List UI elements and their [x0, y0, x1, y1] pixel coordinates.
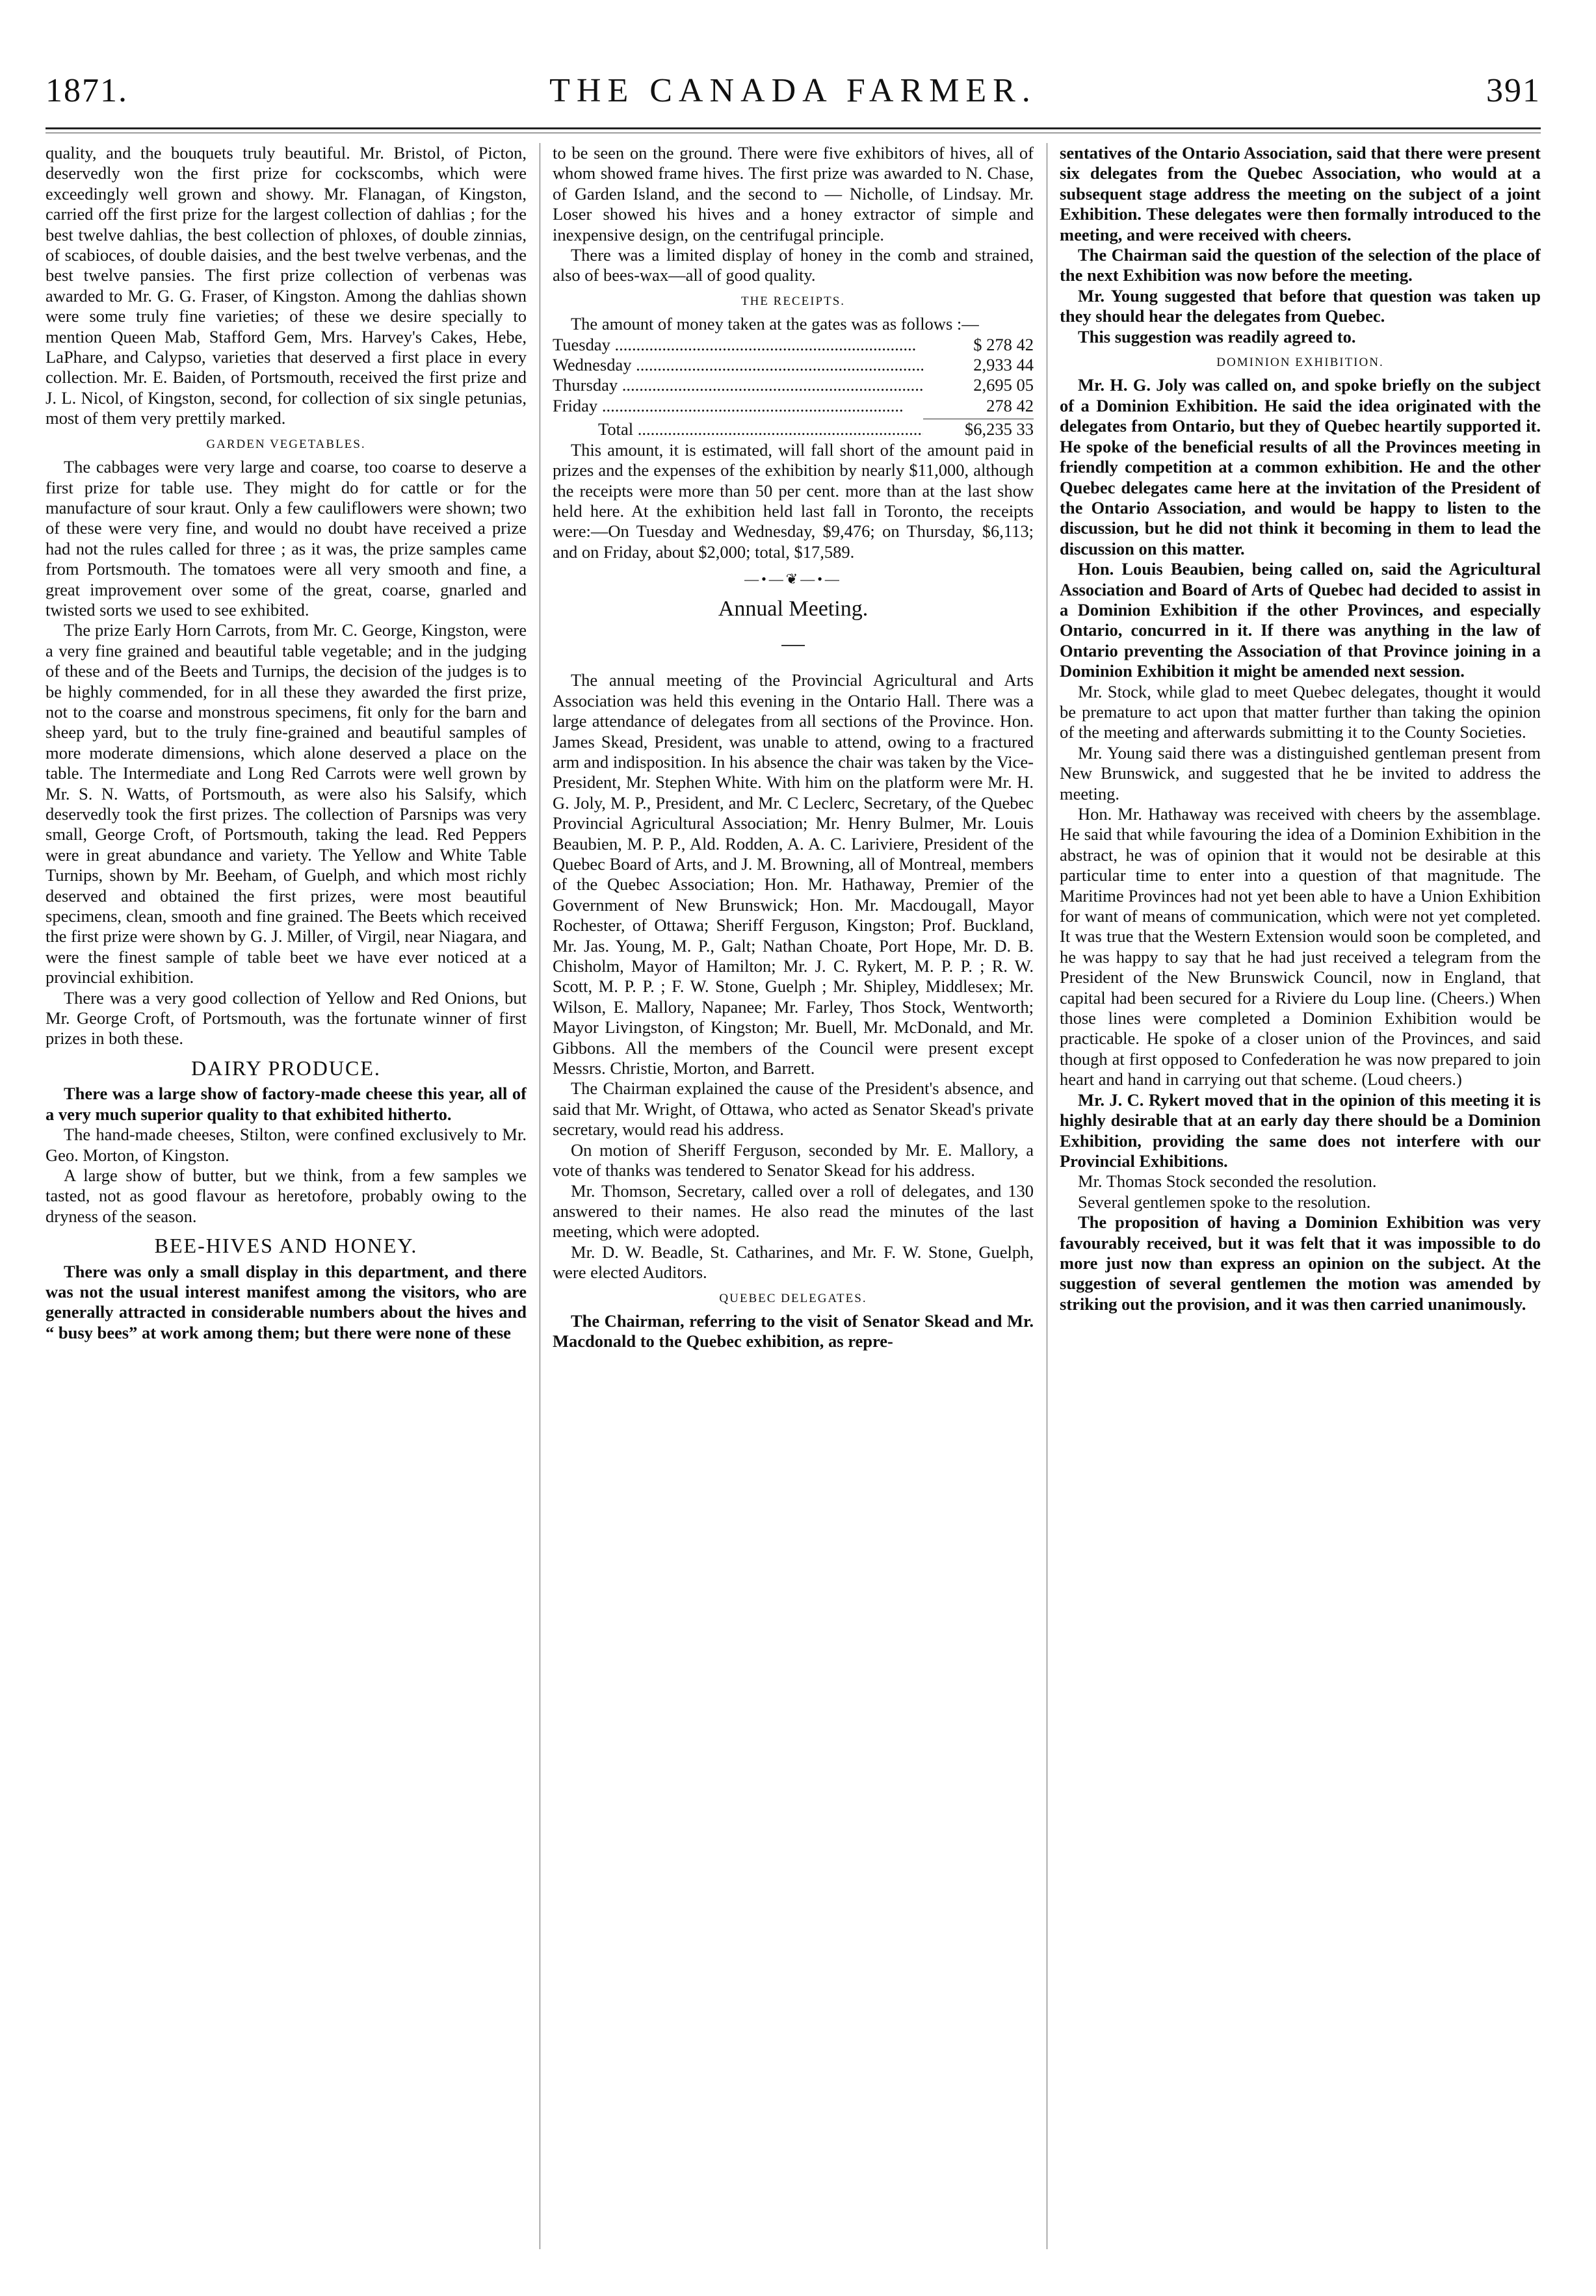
receipt-amount: 278 42	[986, 395, 1034, 415]
receipt-total-amount: $6,235 33	[965, 419, 1034, 439]
paragraph: This amount, it is estimated, will fall short of the amount paid in prizes and the expenses of the exhibition by nearly $11,000, although the receipts were more than 50 per cent. more than at the last show held here. At the exhibition held last fall in Toronto, the receipts were:—On Tuesday and Wednesday, $9,476; on Thursday, $6,113; and on Friday, about $2,000; total, $17,589.	[553, 439, 1034, 562]
paragraph: There was a limited display of honey in the comb and strained, also of bees-wax—all of good quality.	[553, 245, 1034, 285]
newspaper-title: THE CANADA FARMER.	[549, 72, 1037, 109]
receipt-amount: 2,695 05	[973, 375, 1034, 395]
paragraph: Mr. Thomson, Secretary, called over a roll of delegates, and 130 answered to their names. He also read the minutes of the last meeting, which were adopted.	[553, 1181, 1034, 1242]
column-2	[553, 143, 1034, 2249]
paragraph: to be seen on the ground. There were five exhibitors of hives, all of whom showed frame hives. The first prize was awarded to N. Chase, of Garden Island, and the second to — Nicholle, of Lindsay. Mr. Loser showed his hives and a honey extractor of simple and inexpensive design, on the centrifugal principle.	[553, 143, 1034, 244]
receipt-row	[553, 396, 1034, 416]
receipt-total-label: Total .....	[553, 419, 923, 439]
paragraph: Mr. J. C. Rykert moved that in the opinion of this meeting it is highly desirable that at an early day there should be a Dominion Exhibition, providing the same does not interfere with our Provincial Exhibitions.	[1060, 1089, 1541, 1171]
column-1	[46, 143, 527, 2249]
newspaper-page	[46, 72, 1541, 2256]
paragraph: Hon. Mr. Hathaway was received with cheers by the assemblage. He said that while favouring the idea of a Dominion Exhibition in the abstract, he was of opinion that it would not be desirable at this particular time to enter into a question of that magnitude. The Maritime Provinces had not yet been able to have a Union Exhibition for want of means of communication, which were not yet completed. It was true that the Western Extension would soon be completed, and he was happy to say that he had just received a telegram from the President of the New Brunswick Council, now in England, that capital had been secured for a Riviere du Loup line. (Cheers.) When those lines were completed a Dominion Exhibition would be practicable. He spoke of a closer union of the Provinces, and said though at first opposed to Confederation he was now prepared to join heart and hand in carrying out that scheme. (Loud cheers.)	[1060, 804, 1541, 1089]
paragraph: There was a very good collection of Yellow and Red Onions, but Mr. George Croft, of Portsmouth, was the fortunate winner of first prizes in both these.	[46, 987, 527, 1049]
section-heading-garden-vegetables: GARDEN VEGETABLES.	[206, 437, 366, 451]
issue-year: 1871.	[46, 72, 128, 109]
section-heading-annual-meeting: Annual Meeting.	[718, 596, 869, 621]
section-heading-dominion-exhibition: DOMINION EXHIBITION.	[1216, 356, 1384, 370]
masthead	[46, 72, 1541, 124]
section-heading-dairy-produce: DAIRY PRODUCE.	[191, 1056, 381, 1080]
masthead-rule	[46, 127, 1541, 129]
paragraph: Mr. D. W. Beadle, St. Catharines, and Mr. F. W. Stone, Guelph, were elected Auditors.	[553, 1242, 1034, 1283]
column-3	[1060, 143, 1541, 2249]
paragraph: This suggestion was readily agreed to.	[1078, 326, 1356, 346]
receipts-table	[553, 335, 1034, 440]
paragraph: The annual meeting of the Provincial Agricultural and Arts Association was held this evening in the Ontario Hall. There was a large attendance of delegates from all sections of the Province. Hon. James Skead, President, was unable to attend, owing to a fractured arm and indisposition. In his absence the chair was taken by the Vice-President, Mr. Stephen White. With him on the platform were Mr. H. G. Joly, M. P., President, and Mr. C Leclerc, Secretary, of the Quebec Provincial Agricultural Association; Mr. Henry Bulmer, Mr. Louis Beaubien, M. P. P., Ald. Rodden, A. A. C. Lariviere, President of the Quebec Board of Arts, and J. M. Browning, all of Montreal, members of the Quebec Association; Hon. Mr. Hathaway, Premier of the Government of New Brunswick; Hon. Mr. Macdougall, Mayor Rochester, of Ottawa; Sheriff Ferguson, Kingston; Prof. Buckland, Mr. Jas. Young, M. P., Galt; Nathan Choate, Port Hope, Mr. D. B. Chisholm, Mayor of Hamilton; Mr. J. C. Rykert, M. P. P. ; R. W. Scott, M. P. P. ; F. W. Stone, Guelph ; Mr. Shipley, Middlesex; Mr. Wilson, E. Mallory, Napanee; Mr. Farley, Thos Stock, Wentworth; Mayor Livingston, of Kingston; Mr. Buell, Mr. McDonald, and Mr. Gibbons. All the members of the Council were present except Messrs. Christie, Morton, and Barrett.	[553, 670, 1034, 1078]
section-heading-quebec-delegates: QUEBEC DELEGATES.	[719, 1291, 867, 1305]
paragraph: sentatives of the Ontario Association, said that there were present six delegates from the Quebec Association, who would at a subsequent stage address the meeting on the subject of a joint Exhibition. These delegates were then formally introduced to the meeting, and were received with cheers.	[1060, 143, 1541, 244]
paragraph: The amount of money taken at the gates was as follows :—	[571, 314, 979, 334]
paragraph: The cabbages were very large and coarse, too coarse to deserve a first prize for table use. They might do for cattle or for the manufacture of sour kraut. Only a few cauliflowers were shown; two of these were very fine, and would no doubt have received a prize had not the rules called for three ; as it was, the prize samples came from Portsmouth. The tomatoes were all very smooth and fine, a great improvement over some of the great, coarse, gnarled and twisted sorts we used to see exhibited.	[46, 457, 527, 620]
paragraph: There was a large show of factory-made cheese this year, all of a very much superior quality to that exhibited hitherto.	[46, 1084, 527, 1124]
section-ornament: —•—❦—•—	[744, 571, 842, 588]
heading-dash	[553, 631, 1034, 651]
paragraph: Mr. Stock, while glad to meet Quebec delegates, thought it would be premature to act upon that matter further than taking the opinion of the meeting and afterwards submitting it to the County Societies.	[1060, 681, 1541, 742]
paragraph: The hand-made cheeses, Stilton, were confined exclusively to Mr. Geo. Morton, of Kingston.	[46, 1125, 527, 1165]
paragraph: The Chairman, referring to the visit of Senator Skead and Mr. Macdonald to the Quebec exhibition, as repre-	[553, 1311, 1034, 1351]
paragraph: Hon. Louis Beaubien, being called on, said the Agricultural Association and Board of Arts of Quebec had decided to assist in a Dominion Exhibition if the other Provinces, and especially Ontario, concurred in it. If there was anything in the law of Ontario preventing the Association of that Province joining in a Dominion Exhibition it might be amended next session.	[1060, 559, 1541, 681]
paragraph: Mr. Young said there was a distinguished gentleman present from New Brunswick, and suggested that he be invited to address the meeting.	[1060, 742, 1541, 803]
paragraph: The proposition of having a Dominion Exhibition was very favourably received, but it was felt that it was impossible to do more just now than express an opinion on the subject. At the suggestion of several gentlemen the motion was amended by striking out the provision, and it was then carried unanimously.	[1060, 1212, 1541, 1314]
receipt-amount: 2,933 44	[973, 355, 1034, 375]
receipt-day: Tuesday .....	[553, 335, 923, 355]
paragraph: There was only a small display in this department, and there was not the usual interest manifest among the visitors, who are generally attracted in considerable numbers about the hives and “ busy bees” at work among them; but there were none of these	[46, 1261, 527, 1342]
receipt-row	[553, 355, 1034, 375]
receipt-amount: $ 278 42	[973, 334, 1034, 354]
receipt-total-row	[553, 419, 1034, 439]
receipt-day: Wednesday .....	[553, 355, 923, 375]
receipt-day: Friday .....	[553, 396, 923, 416]
paragraph: Mr. Thomas Stock seconded the resolution.	[1078, 1171, 1377, 1192]
receipt-row	[553, 375, 1034, 395]
paragraph: The prize Early Horn Carrots, from Mr. C. George, Kingston, were a very fine grained and beautiful table vegetable; and in the judging of these and of the Beets and Turnips, the decision of the judges is to be highly commended, for in all these they awarded the first prize, not to the coarse and monstrous specimens, fit only for the barn and sheep yard, but to the truly fine-grained and beautiful samples of more moderate dimensions, which alone deserved a place on the table. The Intermediate and Long Red Carrots were well grown by Mr. S. N. Watts, of Portsmouth, as were also his Salsify, which deservedly took the first prizes. The collection of Parsnips was very small, George Croft, of Portsmouth, taking the lead. Red Peppers were in great abundance and variety. The Yellow and White Table Turnips, shown by Mr. Beeham, of Guelph, and which most richly deserved and obtained the first prizes, were most beautiful specimens, clean, smooth and fine grained. The Beets which received the first prize were shown by G. J. Miller, of Virgil, near Niagara, and were the finest sample of table beet we have ever noticed at a provincial exhibition.	[46, 620, 527, 987]
paragraph: quality, and the bouquets truly beautiful. Mr. Bristol, of Picton, deservedly won the first prize for cockscombs, which were exceedingly well grown and showy. Mr. Flanagan, of Kingston, carried off the first prize for the largest collection of dahlias ; for the best twelve dahlias, the best collection of phloxes, of double zinnias, of scabioces, of double daisies, and the best twelve verbenas, and the best twelve pansies. The first prize collection of verbenas was awarded to Mr. G. G. Fraser, of Kingston. Among the dahlias shown were some truly fine varieties; of these we desire specially to mention Queen Mab, Stafford Gem, Mrs. Harvey's Cakes, Hebe, LaPhare, and Calypso, varieties that deserved a first place in every collection. Mr. E. Baiden, of Portsmouth, received the first prize and J. L. Nicol, of Kingston, second, for collection of six single petunias, most of them very prettily marked.	[46, 143, 527, 428]
paragraph: A large show of butter, but we think, from a few samples we tasted, not as good flavour as heretofore, probably owing to the dryness of the season.	[46, 1165, 527, 1226]
paragraph: The Chairman said the question of the selection of the place of the next Exhibition was now before the meeting.	[1060, 245, 1541, 285]
receipt-day: Thursday .....	[553, 375, 923, 395]
paragraph: On motion of Sheriff Ferguson, seconded by Mr. E. Mallory, a vote of thanks was tendered to Senator Skead for his address.	[553, 1140, 1034, 1181]
paragraph: Mr. Young suggested that before that question was taken up they should hear the delegates from Quebec.	[1060, 285, 1541, 326]
page-number: 391	[1486, 72, 1541, 109]
paragraph: Mr. H. G. Joly was called on, and spoke briefly on the subject of a Dominion Exhibition. He said the idea originated with the delegates from Ontario, but they of Quebec heartily supported it. He spoke of the beneficial results of all the Provinces meeting in friendly competition at a common exhibition. He and the other Quebec delegates came here at the invitation of the President of the Ontario Association, and would be happy to listen to the discussion, but he did not think it becoming in them to lead the discussion on this matter.	[1060, 375, 1541, 558]
paragraph: The Chairman explained the cause of the President's absence, and said that Mr. Wright, of Ottawa, who acted as Senator Skead's private secretary, would read his address.	[553, 1078, 1034, 1140]
paragraph: Several gentlemen spoke to the resolution.	[1078, 1192, 1371, 1212]
section-heading-receipts: THE RECEIPTS.	[740, 294, 846, 308]
receipt-row	[553, 335, 1034, 355]
section-heading-bee-hives: BEE-HIVES AND HONEY.	[154, 1234, 418, 1258]
article-columns	[46, 143, 1541, 2249]
